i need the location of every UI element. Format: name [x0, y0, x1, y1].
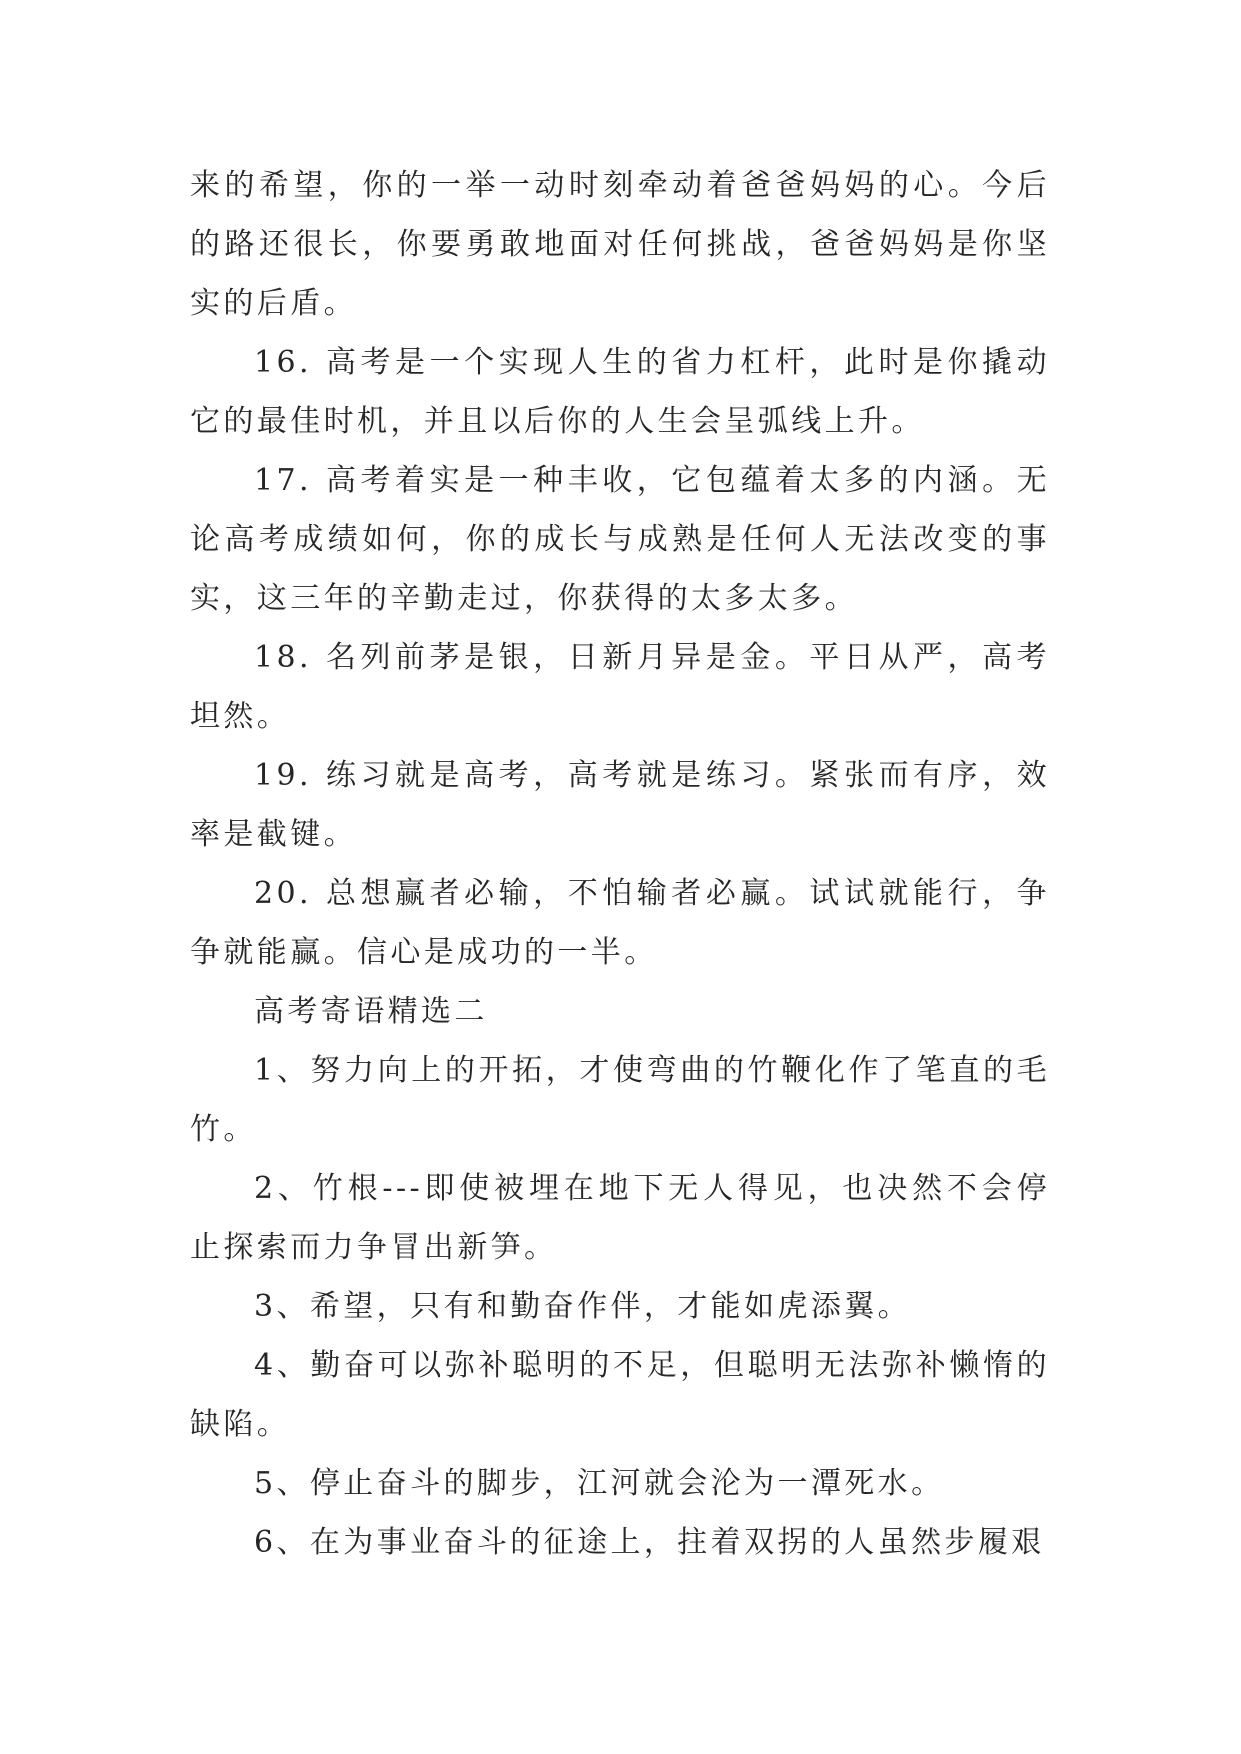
paragraph-item-5: 5、停止奋斗的脚步，江河就会沦为一潭死水。: [254, 1466, 945, 1501]
paragraph-item-2: 2、竹根---即使被埋在地下无人得见，也决然不会停止探索而力争冒出新笋。: [190, 1171, 1050, 1265]
paragraph-item-1: 1、努力向上的开拓，才使弯曲的竹鞭化作了笔直的毛竹。: [190, 1053, 1050, 1147]
document-body: [190, 156, 1050, 1572]
paragraph-item-6: 6、在为事业奋斗的征途上，拄着双拐的人虽然步履艰: [254, 1525, 1045, 1560]
paragraph-item-4: 4、勤奋可以弥补聪明的不足，但聪明无法弥补懒惰的缺陷。: [190, 1348, 1050, 1442]
paragraph-continuation: 来的希望，你的一举一动时刻牵动着爸爸妈妈的心。今后的路还很长，你要勇敢地面对任何挑战，爸爸妈妈是你坚实的后盾。: [190, 168, 1050, 321]
section-heading: 高考寄语精选二: [254, 994, 488, 1029]
paragraph-item-18: 18. 名列前茅是银，日新月异是金。平日从严，高考坦然。: [190, 640, 1050, 734]
paragraph-item-19: 19. 练习就是高考，高考就是练习。紧张而有序，效率是截键。: [190, 758, 1050, 852]
paragraph-item-3: 3、希望，只有和勤奋作伴，才能如虎添翼。: [254, 1289, 912, 1324]
paragraph-item-20: 20. 总想赢者必输，不怕输者必赢。试试就能行，争争就能赢。信心是成功的一半。: [190, 876, 1050, 970]
paragraph-item-16: 16. 高考是一个实现人生的省力杠杆，此时是你撬动它的最佳时机，并且以后你的人生会呈弧线上升。: [190, 345, 1050, 439]
paragraph-item-17: 17. 高考着实是一种丰收，它包蕴着太多的内涵。无论高考成绩如何，你的成长与成熟是任何人无法改变的事实，这三年的辛勤走过，你获得的太多太多。: [190, 463, 1050, 616]
